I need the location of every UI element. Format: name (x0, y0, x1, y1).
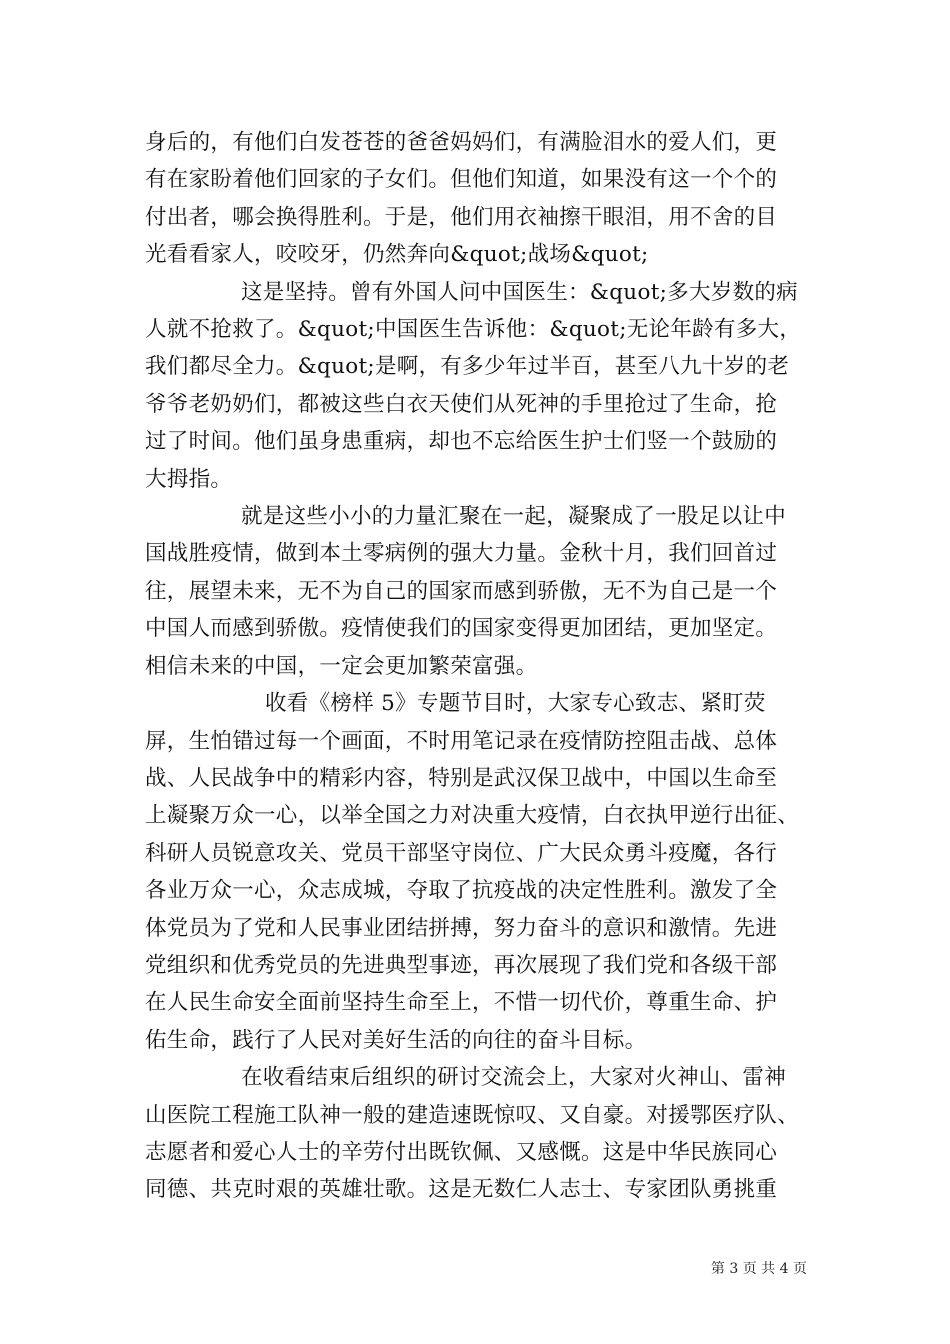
paragraph-line: 战、人民战争中的精彩内容，特别是武汉保卫战中，中国以生命至 (145, 765, 778, 791)
paragraph-line: 党组织和优秀党员的先进典型事迹，再次展现了我们党和各级干部 (145, 952, 778, 978)
paragraph-line: 光看看家人，咬咬牙，仍然奔向&quot;战场&quot; (145, 242, 649, 268)
paragraph-line: 爷爷老奶奶们，都被这些白衣天使们从死神的手里抢过了生命，抢 (145, 391, 778, 417)
paragraph-line: 有在家盼着他们回家的子女们。但他们知道，如果没有这一个个的 (145, 167, 778, 193)
paragraph-line: 上凝聚万众一心，以举全国之力对决重大疫情，白衣执甲逆行出征、 (145, 803, 800, 829)
paragraph-line: 志愿者和爱心人士的辛劳付出既钦佩、又感慨。这是中华民族同心 (145, 1139, 778, 1165)
paragraph-line: 这是坚持。曾有外国人问中国医生：&quot;多大岁数的病 (241, 279, 798, 305)
document-body (145, 124, 810, 1209)
paragraph-line: 大拇指。 (145, 466, 233, 492)
paragraph-line: 收看《榜样 5》专题节目时，大家专心致志、紧盯荧 (265, 691, 766, 717)
paragraph-line: 付出者，哪会换得胜利。于是，他们用衣袖擦干眼泪，用不舍的目 (145, 204, 778, 230)
paragraph-line: 我们都尽全力。&quot;是啊，有多少年过半百，甚至八九十岁的老 (145, 354, 790, 380)
paragraph-line: 在人民生命安全面前坚持生命至上，不惜一切代价，尊重生命、护 (145, 990, 778, 1016)
paragraph-1 (145, 124, 810, 274)
paragraph-line: 佑生命，践行了人民对美好生活的向往的奋斗目标。 (145, 1027, 647, 1053)
paragraph-line: 过了时间。他们虽身患重病，却也不忘给医生护士们竖一个鼓励的 (145, 429, 778, 455)
paragraph-5 (145, 1059, 810, 1209)
paragraph-line: 身后的，有他们白发苍苍的爸爸妈妈们，有满脸泪水的爱人们，更 (145, 130, 778, 155)
paragraph-line: 山医院工程施工队神一般的建造速既惊叹、又自豪。对援鄂医疗队、 (145, 1102, 800, 1128)
paragraph-3 (145, 498, 810, 685)
paragraph-line: 往，展望未来，无不为自己的国家而感到骄傲，无不为自己是一个 (145, 578, 778, 604)
paragraph-line: 体党员为了党和人民事业团结拼搏，努力奋斗的意识和激情。先进 (145, 915, 778, 941)
paragraph-line: 就是这些小小的力量汇聚在一起，凝聚成了一股足以让中 (241, 504, 787, 530)
page-number-footer: 第 3 页 共 4 页 (710, 1261, 807, 1277)
paragraph-line: 科研人员锐意攻关、党员干部坚守岗位、广大民众勇斗疫魔，各行 (145, 840, 778, 866)
paragraph-line: 国战胜疫情，做到本土零病例的强大力量。金秋十月，我们回首过 (145, 541, 778, 567)
paragraph-line: 在收看结束后组织的研讨交流会上，大家对火神山、雷神 (241, 1065, 787, 1091)
paragraph-line: 同德、共克时艰的英雄壮歌。这是无数仁人志士、专家团队勇挑重 (145, 1177, 778, 1203)
paragraph-4 (145, 685, 810, 1059)
paragraph-line: 屏，生怕错过每一个画面，不时用笔记录在疫情防控阻击战、总体 (145, 728, 778, 754)
paragraph-line: 各业万众一心，众志成城，夺取了抗疫战的决定性胜利。激发了全 (145, 878, 778, 904)
paragraph-line: 中国人而感到骄傲。疫情使我们的国家变得更加团结，更加坚定。 (145, 616, 778, 642)
paragraph-line: 相信未来的中国，一定会更加繁荣富强。 (145, 653, 538, 679)
paragraph-2 (145, 274, 810, 498)
paragraph-line: 人就不抢救了。&quot;中国医生告诉他：&quot;无论年龄有多大， (145, 317, 802, 343)
